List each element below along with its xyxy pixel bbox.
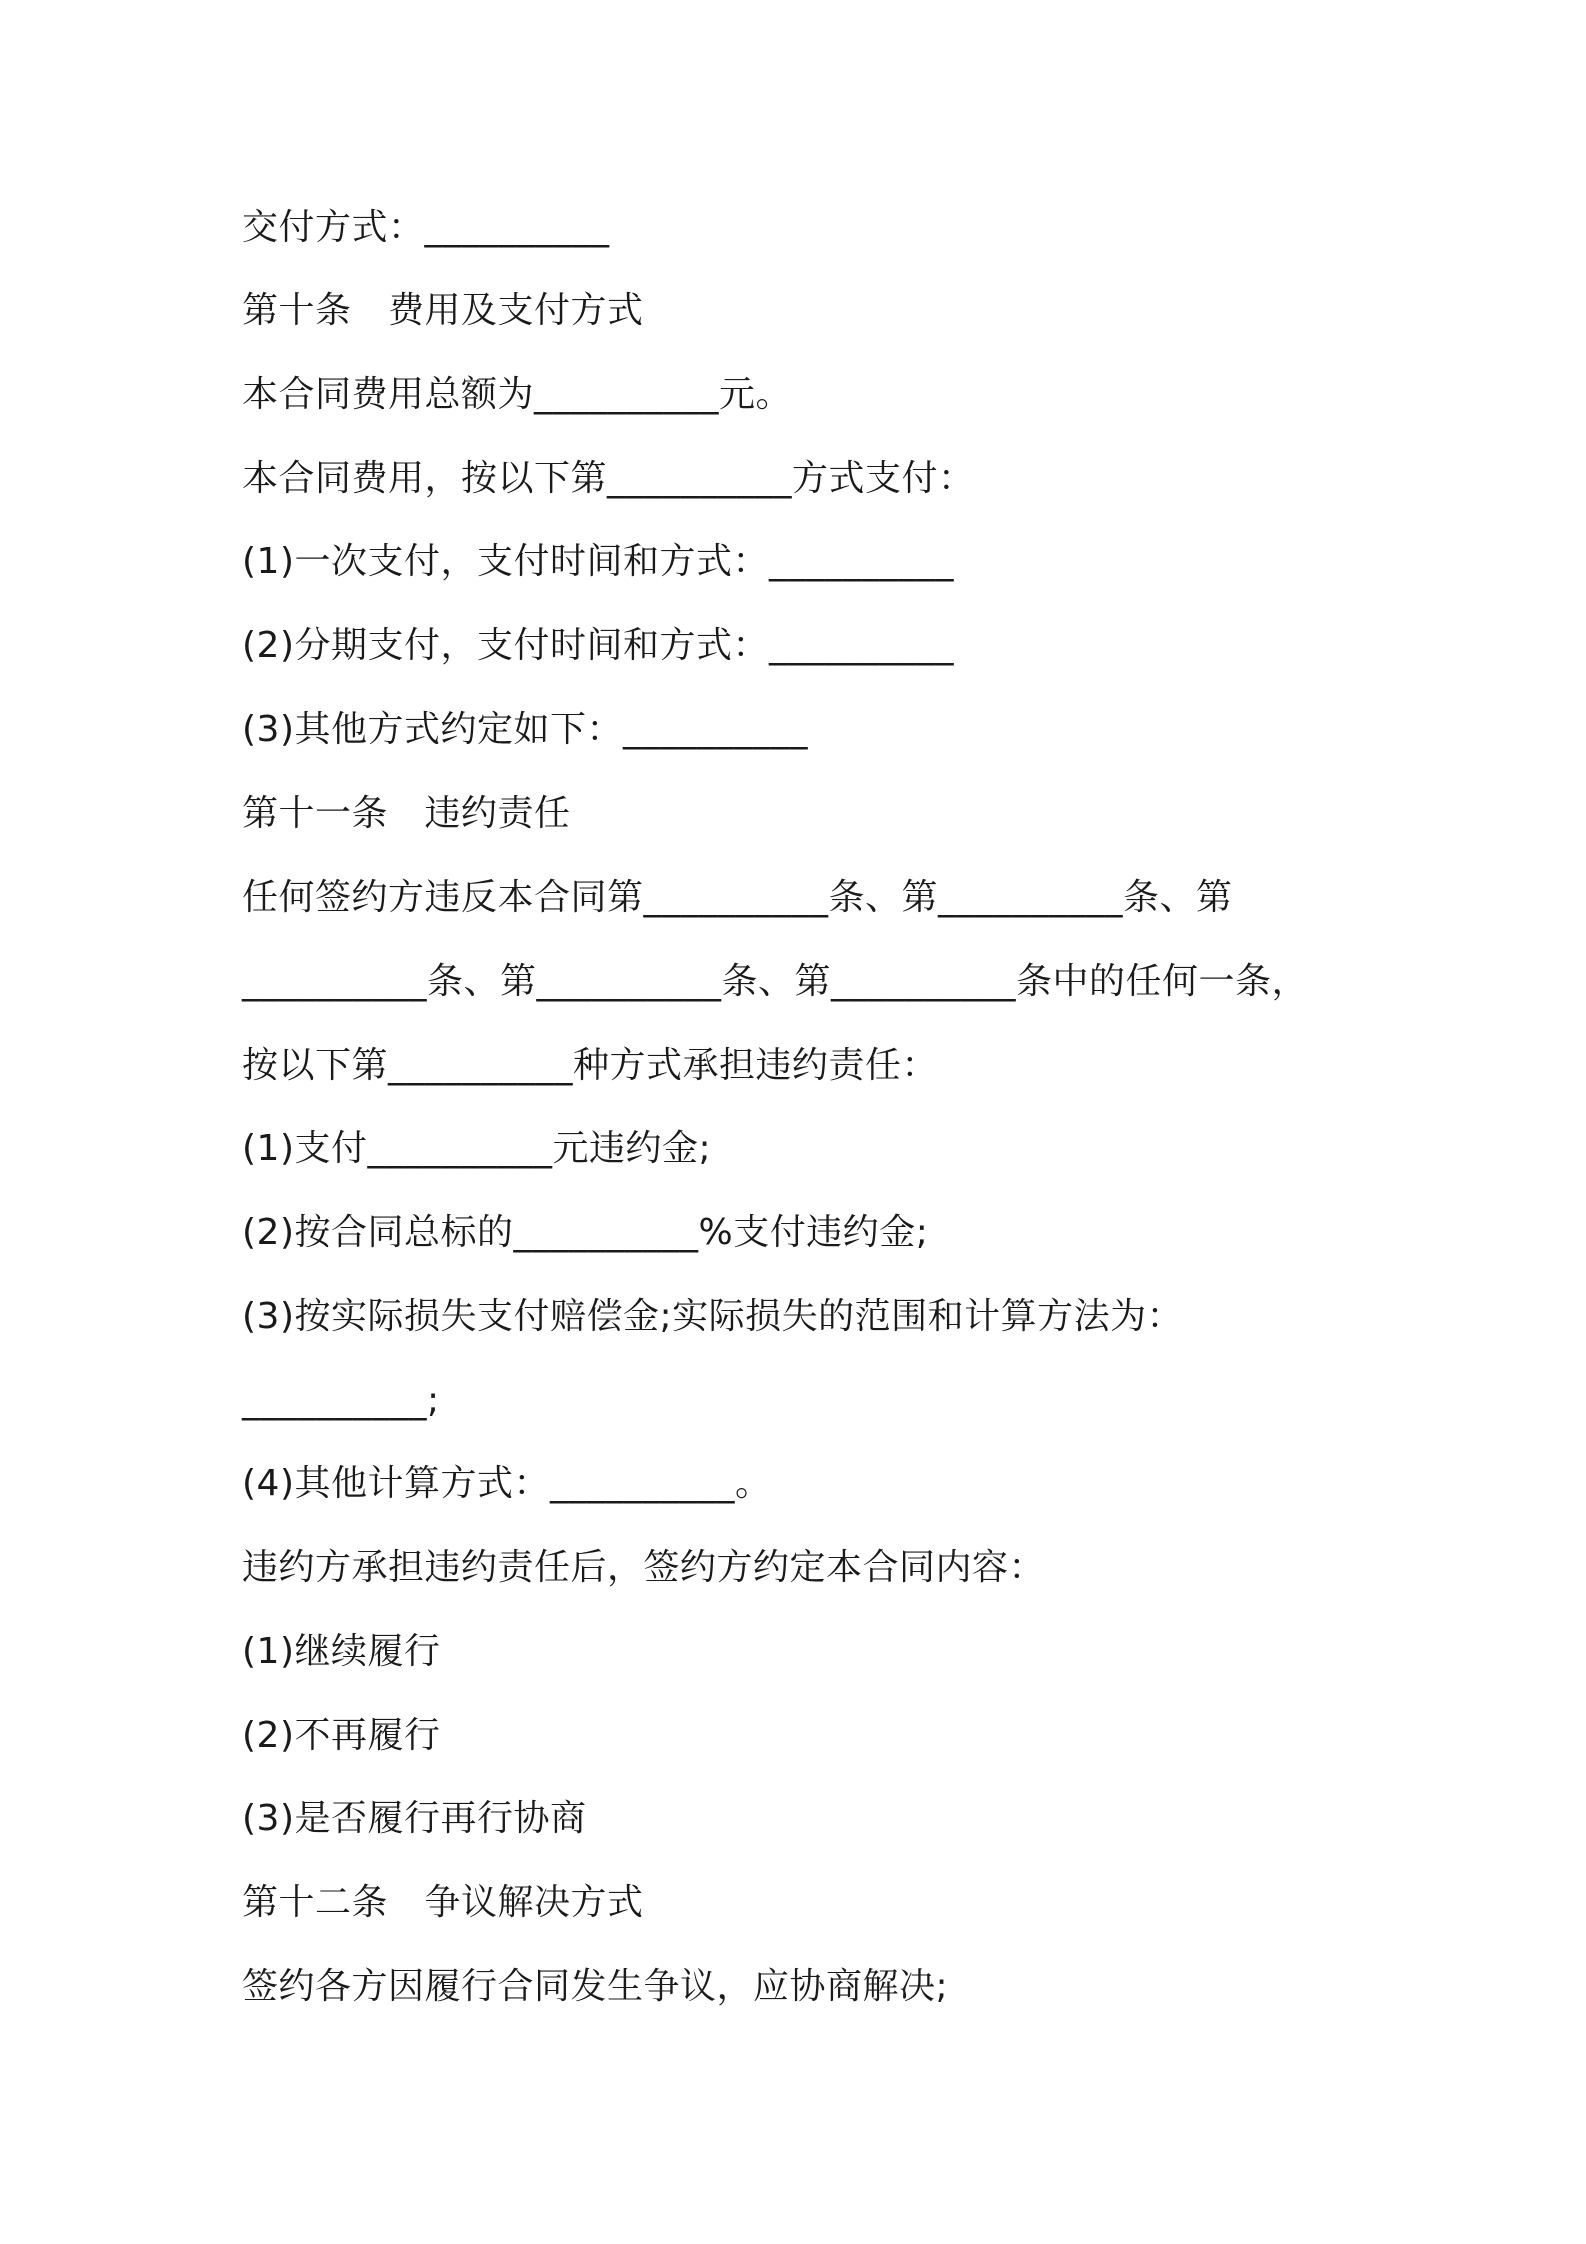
payment-option-1: (1)一次支付，支付时间和方式：__________ [242,541,954,582]
negotiate-option: (3)是否履行再行协商 [242,1798,587,1839]
total-fee-line: 本合同费用总额为__________元。 [242,374,793,415]
penalty-option-3: (3)按实际损失支付赔偿金;实际损失的范围和计算方法为： [242,1296,1184,1337]
payment-option-2: (2)分期支付，支付时间和方式：__________ [242,625,954,666]
breach-clause-line-3: 按以下第__________种方式承担违约责任： [242,1045,939,1086]
article-12-heading: 第十二条 争议解决方式 [242,1882,644,1923]
terminate-option: (2)不再履行 [242,1715,441,1756]
delivery-method-line: 交付方式：__________ [242,207,610,248]
continue-option: (1)继续履行 [242,1631,441,1672]
penalty-option-4: (4)其他计算方式：__________。 [242,1463,772,1504]
penalty-option-1: (1)支付__________元违约金; [242,1128,712,1169]
article-10-heading: 第十条 费用及支付方式 [242,290,644,331]
breach-clause-line-2: __________条、第__________条、第__________条中的任何一条， [242,961,1309,1002]
payment-option-3: (3)其他方式约定如下：__________ [242,709,808,750]
penalty-option-2: (2)按合同总标的__________%支付违约金; [242,1212,929,1253]
payment-method-line: 本合同费用，按以下第__________方式支付： [242,458,975,499]
dispute-resolution-line: 签约各方因履行合同发生争议，应协商解决; [242,1966,949,2007]
post-breach-line: 违约方承担违约责任后，签约方约定本合同内容： [242,1547,1046,1588]
penalty-option-3-blank: __________; [242,1380,440,1421]
breach-clause-line-1: 任何签约方违反本合同第__________条、第__________条、第 [242,877,1233,918]
article-11-heading: 第十一条 违约责任 [242,793,571,834]
